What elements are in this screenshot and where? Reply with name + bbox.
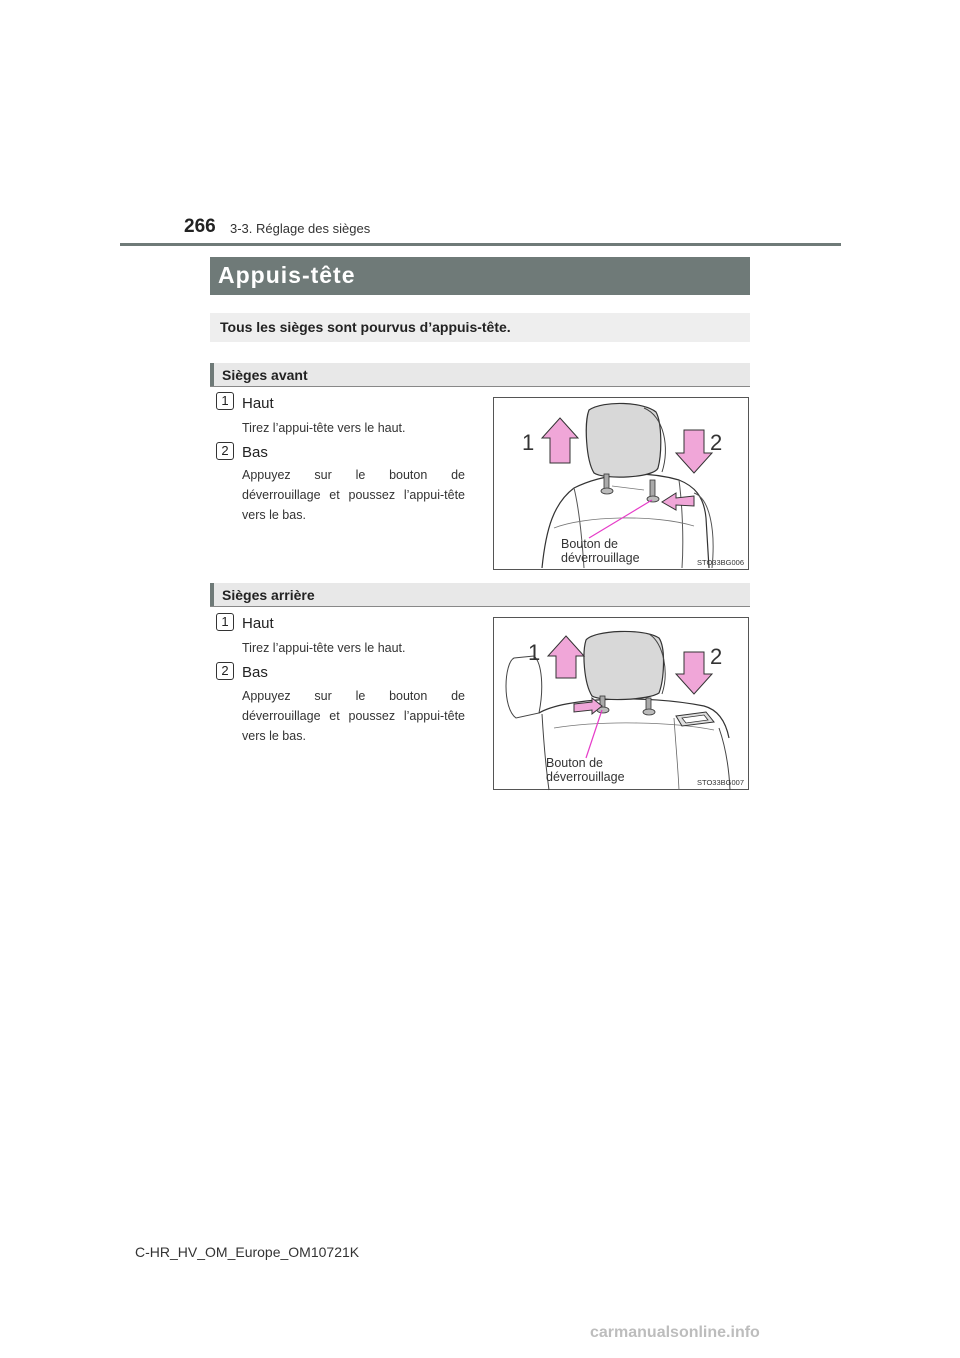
section-reference: 3-3. Réglage des sièges <box>230 221 371 236</box>
front-callout-1: 1 <box>522 430 535 455</box>
watermark: carmanualsonline.info <box>590 1324 760 1341</box>
front-seats-heading: Sièges avant <box>222 367 308 383</box>
front-step-2-title: Bas <box>242 444 268 461</box>
rear-seats-heading: Sièges arrière <box>222 587 315 603</box>
front-headrest-illustration <box>493 397 749 570</box>
title-band <box>210 257 750 295</box>
front-release-button-label <box>561 537 671 565</box>
rear-step-2-description: Appuyez sur le bouton de déverrouillage et poussez l’appui-tête vers le bas. <box>242 689 465 743</box>
front-step-1-number: 1 <box>216 392 234 410</box>
rear-step-1-number: 1 <box>216 613 234 631</box>
front-callout-2: 2 <box>710 430 723 455</box>
rear-figure-code: STO33BG007 <box>697 778 744 787</box>
rear-seats-heading-band <box>210 583 750 607</box>
document-footer: C-HR_HV_OM_Europe_OM10721K <box>135 1244 360 1260</box>
rear-headrest-illustration <box>493 617 749 790</box>
front-seats-heading-band <box>210 363 750 387</box>
page-number: 266 <box>184 216 216 237</box>
front-figure-code: STO33BG006 <box>697 558 744 567</box>
header-rule <box>120 243 841 246</box>
front-step-1-title: Haut <box>242 395 274 412</box>
intro-text: Tous les sièges sont pourvus d’appuis-tête. <box>220 319 511 335</box>
page-title: Appuis-tête <box>218 262 356 288</box>
rear-step-2-title: Bas <box>242 664 268 681</box>
rear-step-1-title: Haut <box>242 615 274 632</box>
rear-release-label-line1: Bouton de <box>546 756 603 770</box>
front-step-1-description: Tirez l’appui-tête vers le haut. <box>242 421 406 435</box>
rear-release-button-label <box>546 756 656 784</box>
front-release-label-line2: déverrouillage <box>561 551 640 565</box>
rear-step-1-description: Tirez l’appui-tête vers le haut. <box>242 641 406 655</box>
intro-band <box>210 313 750 342</box>
front-step-2-description: Appuyez sur le bouton de déverrouillage et poussez l’appui-tête vers le bas. <box>242 468 465 522</box>
rear-release-label-line2: déverrouillage <box>546 770 625 784</box>
front-release-label-line1: Bouton de <box>561 537 618 551</box>
rear-callout-1: 1 <box>528 640 541 665</box>
front-step-2-number: 2 <box>216 442 234 460</box>
rear-step-2-number: 2 <box>216 662 234 680</box>
rear-callout-2: 2 <box>710 644 723 669</box>
